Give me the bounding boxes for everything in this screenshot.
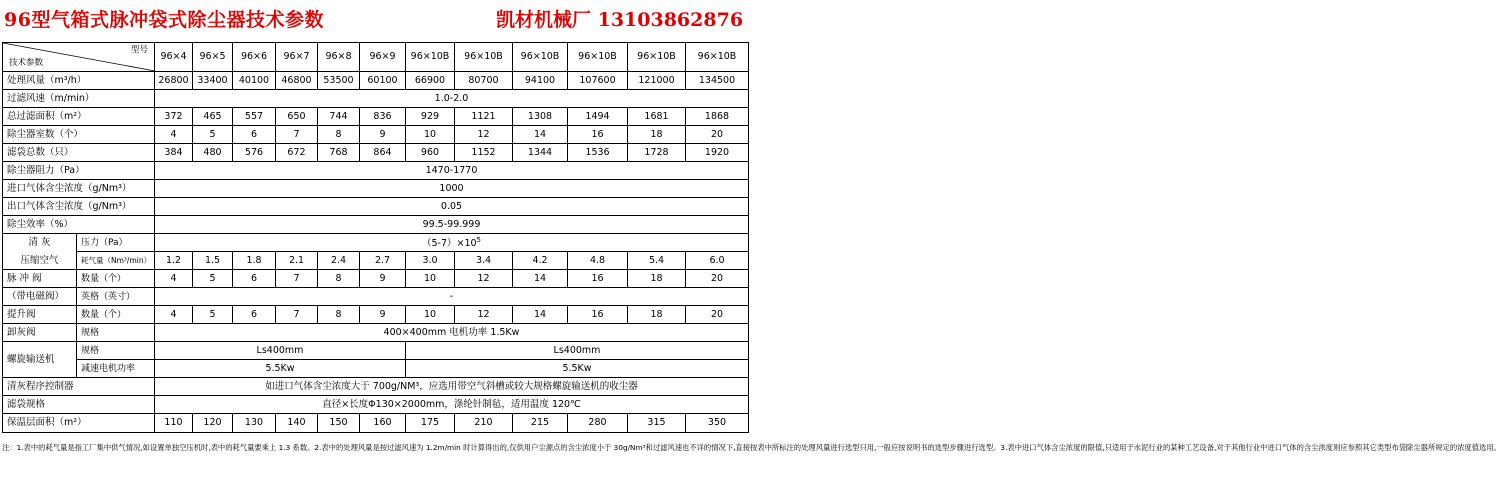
bags-value: 864 <box>360 144 406 162</box>
flow-value: 46800 <box>276 72 318 90</box>
pulse-qty-value: 10 <box>406 270 455 288</box>
screw-spec-label: 规格 <box>77 342 155 360</box>
resist-row <box>3 162 749 180</box>
outlet-value: 0.05 <box>155 198 749 216</box>
area-value: 372 <box>155 108 193 126</box>
lift-qty-value: 5 <box>193 306 233 324</box>
header-diagonal-cell <box>3 43 155 72</box>
bags-label: 滤袋总数（只） <box>3 144 155 162</box>
air-label-line1: 清 灰 <box>28 236 51 248</box>
flow-value: 134500 <box>686 72 749 90</box>
rooms-value: 9 <box>360 126 406 144</box>
area-value: 1681 <box>628 108 686 126</box>
resist-label: 除尘器阻力（Pa） <box>3 162 155 180</box>
bags-value: 576 <box>233 144 276 162</box>
pulse-qty-value: 6 <box>233 270 276 288</box>
air-consume-value: 1.2 <box>155 252 193 270</box>
air-consume-value: 2.1 <box>276 252 318 270</box>
insul-value: 120 <box>193 414 233 433</box>
pulse-qty-value: 9 <box>360 270 406 288</box>
pulse-qty-value: 4 <box>155 270 193 288</box>
speed-value: 1.0-2.0 <box>155 90 749 108</box>
flow-value: 66900 <box>406 72 455 90</box>
air-pressure-text: （5-7）×10 <box>421 238 477 250</box>
insul-row <box>3 414 749 433</box>
area-value: 1121 <box>455 108 513 126</box>
filter-value: 直径×长度Φ130×2000mm，涤纶针制毡，适用温度 120℃ <box>155 396 749 414</box>
screw-power-label: 减速电机功率 <box>77 360 155 378</box>
pulse-qty-value: 16 <box>568 270 628 288</box>
pulse-spec-value: - <box>155 288 749 306</box>
controller-label: 清灰程序控制器 <box>3 378 155 396</box>
lift-qty-value: 7 <box>276 306 318 324</box>
insul-value: 280 <box>568 414 628 433</box>
pulse-qty-value: 7 <box>276 270 318 288</box>
flow-value: 121000 <box>628 72 686 90</box>
lift-label: 提升阀 <box>3 306 77 324</box>
insul-value: 110 <box>155 414 193 433</box>
pulse-qty-value: 18 <box>628 270 686 288</box>
insul-value: 215 <box>513 414 568 433</box>
lift-row <box>3 306 749 324</box>
flow-value: 80700 <box>455 72 513 90</box>
bags-value: 1152 <box>455 144 513 162</box>
area-value: 836 <box>360 108 406 126</box>
bags-row <box>3 144 749 162</box>
air-group-label <box>3 234 77 270</box>
air-consume-value: 6.0 <box>686 252 749 270</box>
rooms-value: 7 <box>276 126 318 144</box>
area-value: 744 <box>318 108 360 126</box>
model-header: 96×8 <box>318 43 360 72</box>
eff-value: 99.5-99.999 <box>155 216 749 234</box>
rooms-value: 4 <box>155 126 193 144</box>
rooms-value: 6 <box>233 126 276 144</box>
rooms-row <box>3 126 749 144</box>
air-consume-label: 耗气量（Nm³/min） <box>77 252 155 270</box>
area-value: 465 <box>193 108 233 126</box>
area-value: 650 <box>276 108 318 126</box>
flow-value: 33400 <box>193 72 233 90</box>
pulse-qty-value: 5 <box>193 270 233 288</box>
insul-value: 140 <box>276 414 318 433</box>
lift-qty-value: 12 <box>455 306 513 324</box>
lift-qty-value: 6 <box>233 306 276 324</box>
unload-spec-value: 400×400mm 电机功率 1.5Kw <box>155 324 749 342</box>
air-pressure-value <box>155 234 749 252</box>
insul-value: 150 <box>318 414 360 433</box>
rooms-value: 20 <box>686 126 749 144</box>
header-param-label: 技术参数 <box>9 58 44 68</box>
model-header: 96×6 <box>233 43 276 72</box>
speed-label: 过滤风速（m/min） <box>3 90 155 108</box>
header-row <box>3 43 749 72</box>
screw-power-a: 5.5Kw <box>155 360 406 378</box>
model-header: 96×7 <box>276 43 318 72</box>
air-consume-value: 1.8 <box>233 252 276 270</box>
area-row <box>3 108 749 126</box>
flow-label: 处理风量（m³/h） <box>3 72 155 90</box>
insul-label: 保温层面积（m²） <box>3 414 155 433</box>
bags-value: 1536 <box>568 144 628 162</box>
pulse-qty-value: 8 <box>318 270 360 288</box>
inlet-label: 进口气体含尘浓度（g/Nm³） <box>3 180 155 198</box>
model-header: 96×10B <box>406 43 455 72</box>
lift-qty-value: 14 <box>513 306 568 324</box>
unload-spec-label: 规格 <box>77 324 155 342</box>
insul-value: 175 <box>406 414 455 433</box>
pulse-qty-label: 数量（个） <box>77 270 155 288</box>
area-value: 929 <box>406 108 455 126</box>
screw-power-b: 5.5Kw <box>406 360 749 378</box>
outlet-row <box>3 198 749 216</box>
insul-value: 130 <box>233 414 276 433</box>
model-header: 96×4 <box>155 43 193 72</box>
air-consume-value: 5.4 <box>628 252 686 270</box>
area-label: 总过滤面积（m²） <box>3 108 155 126</box>
screw-spec-b: Ls400mm <box>406 342 749 360</box>
rooms-value: 16 <box>568 126 628 144</box>
manufacturer-contact: 凯材机械厂 13103862876 <box>496 9 744 31</box>
pulse-qty-row <box>3 270 749 288</box>
footnote: 注：1.表中的耗气量是指工厂集中供气情况,如设置单独空压机时,表中的耗气量要乘上 1.3 系数。2.表中的处理风量是按过滤风速为 1.2m/min 时计算得出的,仅供用户尘源点的含尘浓度小于 30g/Nm³和过滤风速也不详的情况下,直接按表中所标注的处理风量进行选型只用,一般应按说明书的选型步骤进行选型。3.表中进口气体含尘浓度的限值,只适用于水泥行业的某种工艺设备,对于其他行业中进口气体的含尘浓度则应参照其它类型布袋除尘器所规定的浓度值选用。 <box>2 443 1501 452</box>
insul-value: 160 <box>360 414 406 433</box>
rooms-value: 14 <box>513 126 568 144</box>
model-header: 96×9 <box>360 43 406 72</box>
pulse-qty-value: 12 <box>455 270 513 288</box>
controller-value: 如进口气体含尘浓度大于 700g/NM³，应选用带空气斜槽或较大规格螺旋输送机的收尘器 <box>155 378 749 396</box>
lift-qty-value: 9 <box>360 306 406 324</box>
spec-table <box>2 42 749 433</box>
rooms-label: 除尘器室数（个） <box>3 126 155 144</box>
lift-qty-value: 16 <box>568 306 628 324</box>
model-header: 96×5 <box>193 43 233 72</box>
bags-value: 1920 <box>686 144 749 162</box>
screw-power-row <box>3 360 749 378</box>
flow-value: 26800 <box>155 72 193 90</box>
pulse-qty-value: 20 <box>686 270 749 288</box>
screw-label: 螺旋输送机 <box>3 342 77 378</box>
eff-row <box>3 216 749 234</box>
flow-value: 60100 <box>360 72 406 90</box>
model-header: 96×10B <box>686 43 749 72</box>
area-value: 1308 <box>513 108 568 126</box>
outlet-label: 出口气体含尘浓度（g/Nm³） <box>3 198 155 216</box>
lift-qty-value: 10 <box>406 306 455 324</box>
model-header: 96×10B <box>568 43 628 72</box>
flow-value: 40100 <box>233 72 276 90</box>
controller-row <box>3 378 749 396</box>
eff-label: 除尘效率（%） <box>3 216 155 234</box>
model-header: 96×10B <box>455 43 513 72</box>
bags-value: 960 <box>406 144 455 162</box>
inlet-row <box>3 180 749 198</box>
air-consume-row <box>3 252 749 270</box>
screw-spec-row <box>3 342 749 360</box>
air-pressure-row <box>3 234 749 252</box>
lift-qty-value: 20 <box>686 306 749 324</box>
lift-qty-value: 4 <box>155 306 193 324</box>
insul-value: 210 <box>455 414 513 433</box>
flow-value: 53500 <box>318 72 360 90</box>
insul-value: 315 <box>628 414 686 433</box>
air-consume-value: 3.0 <box>406 252 455 270</box>
screw-spec-a: Ls400mm <box>155 342 406 360</box>
area-value: 557 <box>233 108 276 126</box>
air-consume-value: 4.8 <box>568 252 628 270</box>
flow-row <box>3 72 749 90</box>
rooms-value: 18 <box>628 126 686 144</box>
air-consume-value: 2.4 <box>318 252 360 270</box>
insul-value: 350 <box>686 414 749 433</box>
filter-label: 滤袋规格 <box>3 396 155 414</box>
rooms-value: 12 <box>455 126 513 144</box>
speed-row <box>3 90 749 108</box>
flow-value: 107600 <box>568 72 628 90</box>
lift-qty-value: 8 <box>318 306 360 324</box>
air-pressure-label: 压力（Pa） <box>77 234 155 252</box>
lift-qty-value: 18 <box>628 306 686 324</box>
flow-value: 94100 <box>513 72 568 90</box>
air-consume-value: 3.4 <box>455 252 513 270</box>
bags-value: 384 <box>155 144 193 162</box>
pulse-sub-label: （带电磁阀） <box>3 288 77 306</box>
rooms-value: 10 <box>406 126 455 144</box>
filter-row <box>3 396 749 414</box>
bags-value: 1728 <box>628 144 686 162</box>
bags-value: 672 <box>276 144 318 162</box>
bags-value: 1344 <box>513 144 568 162</box>
bags-value: 480 <box>193 144 233 162</box>
bags-value: 768 <box>318 144 360 162</box>
pulse-label: 脉 冲 阀 <box>3 270 77 288</box>
unload-row <box>3 324 749 342</box>
pulse-spec-row <box>3 288 749 306</box>
area-value: 1868 <box>686 108 749 126</box>
area-value: 1494 <box>568 108 628 126</box>
pulse-spec-label: 英格（英寸） <box>77 288 155 306</box>
header-model-label: 型号 <box>130 45 148 55</box>
resist-value: 1470-1770 <box>155 162 749 180</box>
air-consume-value: 1.5 <box>193 252 233 270</box>
air-consume-value: 2.7 <box>360 252 406 270</box>
model-header: 96×10B <box>628 43 686 72</box>
pulse-qty-value: 14 <box>513 270 568 288</box>
unload-label: 卸灰阀 <box>3 324 77 342</box>
air-pressure-exponent: 5 <box>476 236 482 245</box>
rooms-value: 8 <box>318 126 360 144</box>
document-title: 96型气箱式脉冲袋式除尘器技术参数 <box>4 9 324 31</box>
lift-qty-label: 数量（个） <box>77 306 155 324</box>
model-header: 96×10B <box>513 43 568 72</box>
rooms-value: 5 <box>193 126 233 144</box>
air-label-line2: 压缩空气 <box>20 254 59 266</box>
inlet-value: 1000 <box>155 180 749 198</box>
air-consume-value: 4.2 <box>513 252 568 270</box>
